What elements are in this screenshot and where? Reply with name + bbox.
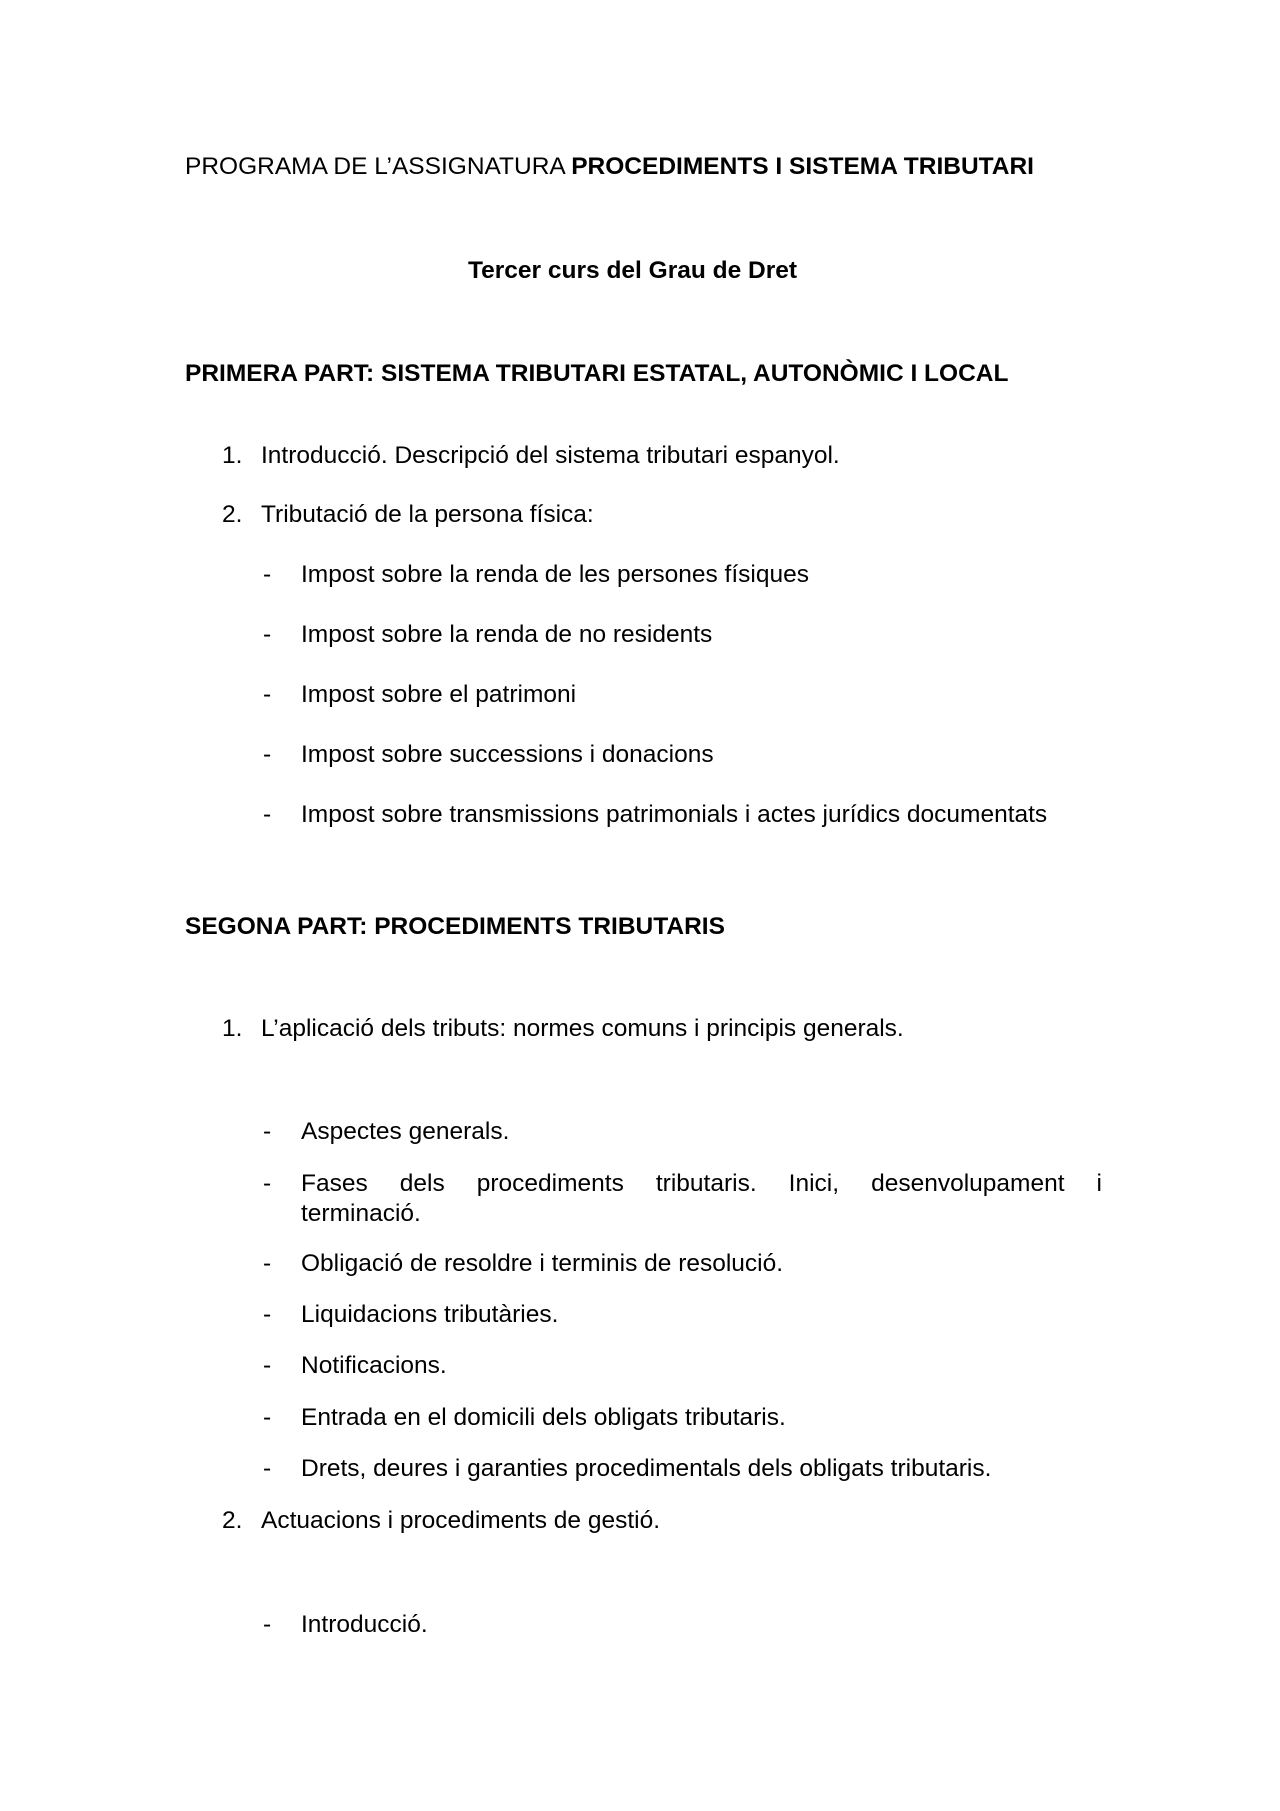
- list-dash: -: [263, 1170, 272, 1197]
- part1-item-1-number: 1.: [222, 442, 243, 469]
- part2-subitem: Liquidacions tributàries.: [301, 1301, 559, 1328]
- part2-subitem: Entrada en el domicili dels obligats tributaris.: [301, 1404, 786, 1431]
- part2-subitem: Obligació de resoldre i terminis de resolució.: [301, 1250, 784, 1277]
- part1-subitem: Impost sobre successions i donacions: [301, 741, 714, 768]
- list-dash: -: [263, 1404, 272, 1431]
- list-dash: -: [263, 1118, 272, 1145]
- list-dash: -: [263, 1611, 272, 1638]
- part2-subitem: Aspectes generals.: [301, 1118, 510, 1145]
- part1-item-2-text: Tributació de la persona física:: [261, 501, 594, 528]
- list-dash: -: [263, 621, 272, 648]
- part2-subitem: Introducció.: [301, 1611, 428, 1638]
- part1-subitem: Impost sobre la renda de les persones físiques: [301, 561, 809, 588]
- document-title: [185, 152, 1034, 182]
- list-dash: -: [263, 1352, 272, 1379]
- part2-item-2-number: 2.: [222, 1507, 243, 1534]
- part1-subitem: Impost sobre el patrimoni: [301, 681, 577, 708]
- part2-subitem-justified: Fases dels procediments tributaris. Inici, desenvolupament i: [301, 1170, 1102, 1197]
- list-dash: -: [263, 1250, 272, 1277]
- list-dash: -: [263, 561, 272, 588]
- part2-item-2-text: Actuacions i procediments de gestió.: [261, 1507, 661, 1534]
- part2-subitem: Notificacions.: [301, 1352, 447, 1379]
- part1-item-2-number: 2.: [222, 501, 243, 528]
- list-dash: -: [263, 681, 272, 708]
- title-bold: PROCEDIMENTS I SISTEMA TRIBUTARI: [571, 153, 1034, 180]
- part2-subitem: Drets, deures i garanties procedimentals dels obligats tributaris.: [301, 1455, 992, 1482]
- part1-subitem: Impost sobre transmissions patrimonials i actes jurídics documentats: [301, 801, 1048, 828]
- list-dash: -: [263, 1455, 272, 1482]
- part1-heading: PRIMERA PART: SISTEMA TRIBUTARI ESTATAL, AUTONÒMIC I LOCAL: [185, 360, 1009, 387]
- list-dash: -: [263, 741, 272, 768]
- part2-item-1-number: 1.: [222, 1015, 243, 1042]
- title-normal: PROGRAMA DE L’ASSIGNATURA: [185, 153, 572, 180]
- document-subtitle: Tercer curs del Grau de Dret: [468, 257, 798, 284]
- part2-subitem-continuation: terminació.: [301, 1200, 421, 1227]
- part1-subitem: Impost sobre la renda de no residents: [301, 621, 713, 648]
- part2-heading: SEGONA PART: PROCEDIMENTS TRIBUTARIS: [185, 913, 725, 940]
- list-dash: -: [263, 1301, 272, 1328]
- list-dash: -: [263, 801, 272, 828]
- part1-item-1-text: Introducció. Descripció del sistema tributari espanyol.: [261, 442, 840, 469]
- part2-item-1-text: L’aplicació dels tributs: normes comuns i principis generals.: [261, 1015, 904, 1042]
